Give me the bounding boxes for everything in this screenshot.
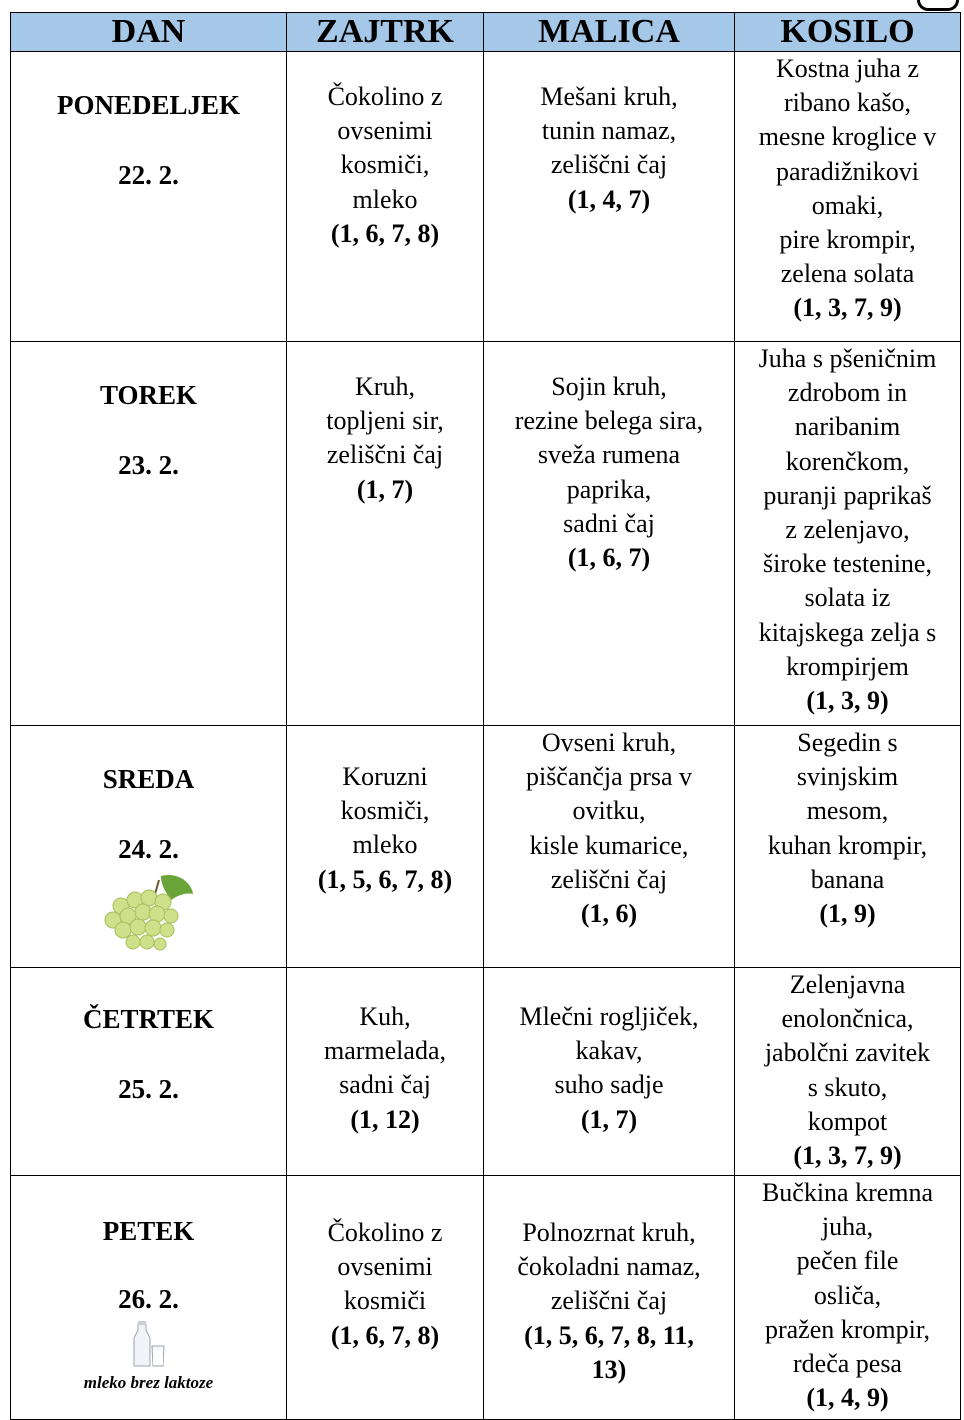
menu-line: mleko — [352, 830, 418, 860]
menu-line: Ovseni kruh, — [541, 728, 677, 757]
menu-line: Mlečni rogljiček, — [519, 1002, 699, 1031]
menu-line: ovsenimi — [337, 116, 433, 146]
day-name: PONEDELJEK — [56, 90, 241, 120]
menu-line: kitajskega zelja s — [758, 617, 937, 647]
day-date: 24. 2. — [118, 834, 179, 865]
menu-line: z zelenjavo, — [785, 515, 910, 545]
allergens: (1, 5, 6, 7, 8) — [317, 864, 453, 894]
menu-line: korenčkom, — [785, 446, 910, 476]
kosilo-cell — [735, 342, 961, 726]
header-zajtrk: ZAJTRK — [287, 13, 484, 52]
day-date: 25. 2. — [118, 1074, 179, 1105]
menu-line: banana — [810, 864, 885, 894]
menu-line: osliča, — [813, 1280, 882, 1310]
menu-line: piščančja prsa v — [525, 762, 693, 792]
kosilo-cell — [735, 968, 961, 1176]
menu-line: Bučkina kremna — [761, 1178, 934, 1207]
zajtrk-cell — [287, 968, 484, 1176]
menu-line: sveža rumena — [537, 440, 681, 470]
zajtrk-cell — [287, 726, 484, 968]
header-row — [11, 13, 961, 52]
header-kosilo: KOSILO — [735, 13, 961, 52]
kosilo-cell — [735, 726, 961, 968]
table-row — [11, 968, 961, 1176]
menu-line: Sojin kruh, — [551, 372, 667, 401]
grapes-icon — [101, 870, 197, 954]
table-row — [11, 52, 961, 342]
menu-line: ovitku, — [572, 796, 646, 826]
menu-line: kompot — [807, 1106, 888, 1136]
menu-line: kosmiči, — [340, 796, 430, 826]
day-name: TOREK — [99, 380, 198, 410]
allergens: (1, 4, 7) — [567, 184, 651, 214]
menu-line: Juha s pšeničnim — [758, 344, 937, 373]
menu-line: ribano kašo, — [783, 88, 912, 118]
table-row — [11, 342, 961, 726]
menu-line: omaki, — [811, 190, 884, 220]
menu-line: Kostna juha z — [776, 54, 919, 83]
allergens: (1, 3, 9) — [806, 686, 889, 716]
allergens: (1, 7) — [356, 474, 414, 504]
menu-line: mesne kroglice v — [758, 122, 937, 152]
menu-line: pire krompir, — [779, 225, 916, 255]
allergens: (1, 7) — [580, 1104, 638, 1134]
milk-icon — [132, 1320, 166, 1368]
allergens: (1, 3, 7, 9) — [793, 1141, 902, 1171]
menu-line: kisle kumarice, — [529, 830, 689, 860]
allergens: (1, 4, 9) — [806, 1383, 889, 1413]
menu-line: Kruh, — [355, 372, 415, 401]
table-row — [11, 726, 961, 968]
day-name: SREDA — [102, 764, 195, 794]
menu-line: Zelenjavna — [789, 970, 906, 999]
menu-line: juha, — [821, 1212, 874, 1242]
menu-line: kosmiči — [343, 1286, 427, 1316]
menu-line: kakav, — [575, 1036, 643, 1066]
zajtrk-cell — [287, 1176, 484, 1420]
allergens: (1, 12) — [350, 1104, 420, 1134]
menu-line: Koruzni — [342, 762, 428, 791]
menu-line: kosmiči, — [340, 150, 430, 180]
lactose-free-note: mleko brez laktoze — [83, 1373, 214, 1393]
allergens: (1, 6) — [580, 899, 638, 929]
malica-cell — [484, 1176, 735, 1420]
menu-line: krompirjem — [786, 651, 909, 681]
day-cell — [11, 968, 287, 1176]
allergens: (1, 6, 7, 8) — [330, 1320, 440, 1350]
menu-line: Polnozrnat kruh, — [522, 1218, 696, 1247]
menu-line: Čokolino z — [327, 82, 443, 111]
day-cell — [11, 342, 287, 726]
malica-cell — [484, 342, 735, 726]
table-row — [11, 1176, 961, 1420]
allergens: (1, 9) — [819, 899, 876, 929]
kosilo-cell — [735, 52, 961, 342]
kosilo-cell — [735, 1176, 961, 1420]
menu-line: svinjskim — [796, 762, 899, 792]
day-name: PETEK — [102, 1216, 195, 1246]
menu-line: marmelada, — [324, 1036, 446, 1066]
header-dan: DAN — [11, 13, 287, 52]
menu-line: široke testenine, — [763, 549, 932, 579]
malica-cell — [484, 52, 735, 342]
menu-line: zeliščni čaj — [550, 864, 668, 894]
menu-line: naribanim — [794, 412, 901, 442]
header-malica: MALICA — [484, 13, 735, 52]
malica-cell — [484, 968, 735, 1176]
menu-line: zeliščni čaj — [326, 440, 444, 470]
menu-line: puranji paprikaš — [763, 480, 932, 510]
menu-line: čokoladni namaz, — [517, 1252, 701, 1282]
day-name: ČETRTEK — [82, 1004, 215, 1034]
allergens: 13) — [591, 1354, 627, 1384]
menu-line: tunin namaz, — [541, 116, 677, 146]
menu-line: enolončnica, — [781, 1004, 914, 1034]
allergens: (1, 5, 6, 7, 8, 11, — [524, 1320, 694, 1350]
menu-line: kuhan krompir, — [767, 830, 928, 860]
day-cell — [11, 52, 287, 342]
menu-line: solata iz — [804, 583, 891, 613]
menu-line: sadni čaj — [563, 508, 655, 538]
menu-line: pečen file — [796, 1246, 899, 1276]
menu-line: jabolčni zavitek — [764, 1038, 931, 1068]
menu-line: paradižnikovi — [776, 156, 919, 186]
menu-line: pražen krompir, — [764, 1314, 930, 1344]
menu-line: Čokolino z — [327, 1218, 443, 1247]
day-date: 23. 2. — [118, 450, 179, 481]
menu-line: Kuh, — [359, 1002, 411, 1031]
menu-line: Segedin s — [797, 728, 898, 757]
menu-line: topljeni sir, — [326, 406, 444, 436]
day-cell — [11, 726, 287, 968]
menu-line: paprika, — [566, 474, 652, 504]
allergens: (1, 6, 7) — [567, 543, 651, 573]
menu-line: sadni čaj — [339, 1070, 431, 1100]
menu-line: zdrobom in — [787, 378, 908, 408]
malica-cell — [484, 726, 735, 968]
menu-line: mesom, — [806, 796, 889, 826]
menu-line: zelena solata — [780, 259, 915, 289]
day-date: 22. 2. — [118, 160, 179, 191]
zajtrk-cell — [287, 342, 484, 726]
allergens: (1, 3, 7, 9) — [793, 293, 902, 323]
menu-table — [10, 12, 961, 1420]
menu-line: zeliščni čaj — [550, 150, 668, 180]
menu-line: Mešani kruh, — [540, 82, 678, 111]
allergens: (1, 6, 7, 8) — [330, 218, 440, 248]
menu-line: suho sadje — [554, 1070, 664, 1100]
menu-line: mleko — [352, 184, 418, 214]
logo-icon — [917, 0, 959, 11]
menu-line: s skuto, — [807, 1072, 888, 1102]
menu-line: zeliščni čaj — [550, 1286, 668, 1316]
day-cell — [11, 1176, 287, 1420]
menu-line: rdeča pesa — [793, 1349, 902, 1379]
day-date: 26. 2. — [118, 1284, 179, 1315]
menu-line: ovsenimi — [337, 1252, 433, 1282]
menu-line: rezine belega sira, — [514, 406, 704, 436]
zajtrk-cell — [287, 52, 484, 342]
